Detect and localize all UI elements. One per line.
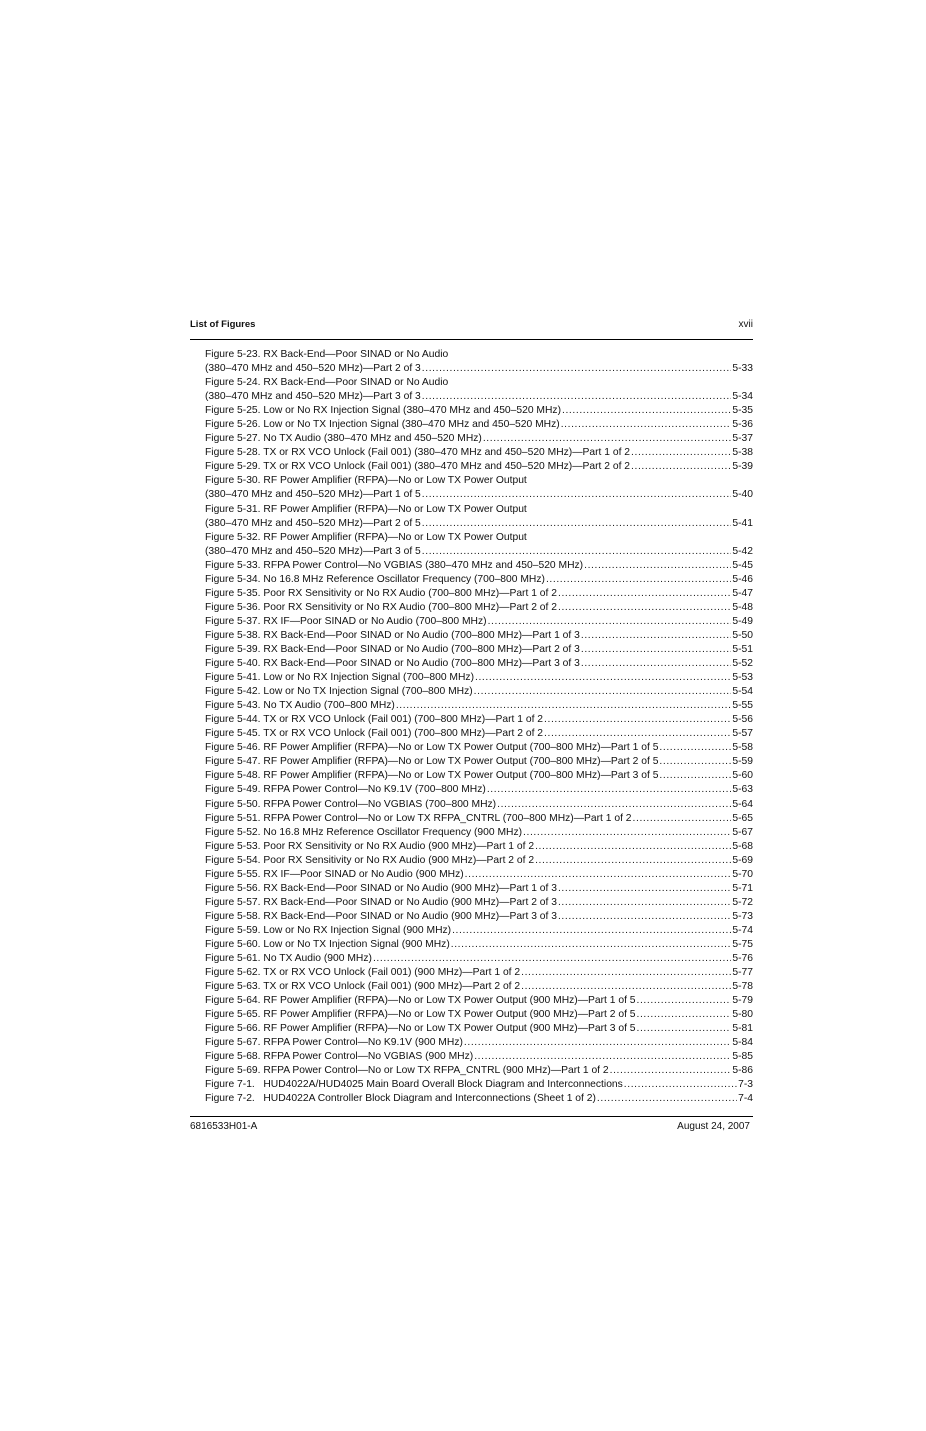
figure-entry-line (205, 446, 753, 460)
figure-entry[interactable] (205, 531, 753, 559)
figure-entry-line (205, 418, 753, 432)
figure-entry-text: Figure 5-60. Low or No TX Injection Signal (900 MHz) (205, 938, 450, 950)
dot-leader (633, 812, 732, 826)
dot-leader (422, 362, 732, 376)
figure-entry-line (205, 882, 753, 896)
figure-page-number: 5-53 (732, 672, 753, 684)
dot-leader (521, 966, 731, 980)
figure-page-number: 5-76 (732, 953, 753, 965)
figure-entry-text: Figure 5-35. Poor RX Sensitivity or No RX Audio (700–800 MHz)—Part 1 of 2 (205, 587, 557, 599)
figure-entry-text: Figure 5-33. RFPA Power Control—No VGBIAS (380–470 MHz and 450–520 MHz) (205, 559, 584, 571)
dot-leader (558, 896, 731, 910)
page-number: xvii (738, 319, 753, 330)
figure-entry-line (205, 559, 753, 573)
dot-leader (558, 601, 731, 615)
figure-entry-line (205, 390, 753, 404)
figure-entry-line (205, 488, 753, 502)
figure-entry[interactable] (205, 741, 753, 755)
figure-entry-text: Figure 5-54. Poor RX Sensitivity or No RX Audio (900 MHz)—Part 2 of 2 (205, 854, 535, 866)
figure-entry[interactable] (205, 910, 753, 924)
figure-entry-line (205, 896, 753, 910)
figure-entry-line (205, 826, 753, 840)
figure-entry[interactable] (205, 432, 753, 446)
dot-leader (521, 980, 731, 994)
figure-entry-line (205, 868, 753, 882)
figure-page-number: 5-70 (732, 868, 753, 880)
figure-entry-text: Figure 5-62. TX or RX VCO Unlock (Fail 001) (900 MHz)—Part 1 of 2 (205, 967, 521, 979)
dot-leader (581, 643, 732, 657)
dot-leader (474, 1050, 731, 1064)
figure-page-number: 7-3 (738, 1079, 753, 1091)
figure-entry-line (205, 812, 753, 826)
dot-leader (464, 1036, 731, 1050)
figure-entry[interactable] (205, 994, 753, 1008)
footer-rule (190, 1116, 753, 1117)
figure-entry[interactable] (205, 840, 753, 854)
figure-entry-line (205, 938, 753, 952)
figure-entry[interactable] (205, 573, 753, 587)
figure-entry-line (205, 783, 753, 797)
figure-entry[interactable] (205, 1022, 753, 1036)
figure-entry-text: Figure 5-25. Low or No RX Injection Signal (380–470 MHz and 450–520 MHz) (205, 405, 562, 417)
figure-entry[interactable] (205, 615, 753, 629)
figure-entry[interactable] (205, 924, 753, 938)
figure-entry-title: Figure 5-31. RF Power Amplifier (RFPA)—No or Low TX Power Output (205, 503, 527, 515)
dot-leader (373, 952, 731, 966)
figure-page-number: 5-36 (732, 419, 753, 431)
figure-entry-line (205, 615, 753, 629)
figure-entry[interactable] (205, 798, 753, 812)
figure-entry-line (205, 966, 753, 980)
figure-entry[interactable] (205, 460, 753, 474)
figure-page-number: 5-34 (732, 391, 753, 403)
dot-leader (487, 783, 732, 797)
figure-page-number: 5-33 (732, 363, 753, 375)
figure-entry-line (205, 840, 753, 854)
figure-entry[interactable] (205, 1008, 753, 1022)
dot-leader (544, 713, 731, 727)
figure-page-number: 5-73 (732, 910, 753, 922)
figure-page-number: 5-84 (732, 1037, 753, 1049)
figure-page-number: 5-59 (732, 756, 753, 768)
figure-entry[interactable] (205, 474, 753, 502)
figure-entry[interactable] (205, 629, 753, 643)
figure-page-number: 5-69 (732, 854, 753, 866)
dot-leader (637, 994, 732, 1008)
figure-entry[interactable] (205, 348, 753, 376)
figure-entry-line (205, 573, 753, 587)
figure-entry[interactable] (205, 727, 753, 741)
figure-entry-text: Figure 7-2. HUD4022A Controller Block Diagram and Interconnections (Sheet 1 of 2) (205, 1093, 596, 1105)
figure-entry-title: Figure 5-23. RX Back-End—Poor SINAD or No Audio (205, 349, 449, 360)
dot-leader (475, 671, 731, 685)
figure-page-number: 5-49 (732, 615, 753, 627)
figure-entry-line (205, 699, 753, 713)
figure-entry[interactable] (205, 1092, 753, 1106)
figure-entry[interactable] (205, 755, 753, 769)
figure-page-number: 5-72 (732, 896, 753, 908)
figure-entry[interactable] (205, 446, 753, 460)
figure-page-number: 5-85 (732, 1051, 753, 1063)
figure-entry[interactable] (205, 643, 753, 657)
figure-entry[interactable] (205, 826, 753, 840)
figure-entry-line (205, 1078, 753, 1092)
figure-entry[interactable] (205, 882, 753, 896)
figure-entry-text: (380–470 MHz and 450–520 MHz)—Part 1 of 5 (205, 489, 421, 501)
dot-leader (561, 418, 732, 432)
figure-entry-text: Figure 5-55. RX IF—Poor SINAD or No Audio (900 MHz) (205, 868, 464, 880)
dot-leader (597, 1092, 737, 1106)
figure-entry-text: Figure 5-56. RX Back-End—Poor SINAD or No Audio (900 MHz)—Part 1 of 3 (205, 882, 557, 894)
figure-entry-title: Figure 5-30. RF Power Amplifier (RFPA)—No or Low TX Power Output (205, 475, 527, 487)
dot-leader (474, 685, 732, 699)
figure-page-number: 5-65 (732, 812, 753, 824)
figure-entry[interactable] (205, 896, 753, 910)
dot-leader (546, 573, 731, 587)
figure-entry-text: Figure 5-57. RX Back-End—Poor SINAD or No Audio (900 MHz)—Part 2 of 3 (205, 896, 557, 908)
figure-page-number: 5-41 (732, 517, 753, 529)
figure-page-number: 5-54 (732, 686, 753, 698)
figure-entry-text: Figure 5-26. Low or No TX Injection Signal (380–470 MHz and 450–520 MHz) (205, 419, 560, 431)
figure-entry-text: Figure 5-27. No TX Audio (380–470 MHz and 450–520 MHz) (205, 433, 482, 445)
figure-entry-title: Figure 5-32. RF Power Amplifier (RFPA)—No or Low TX Power Output (205, 531, 527, 543)
figure-page-number: 5-77 (732, 967, 753, 979)
figure-entry[interactable] (205, 868, 753, 882)
figure-entry-line (205, 713, 753, 727)
dot-leader (631, 446, 731, 460)
figure-entry-text: Figure 5-36. Poor RX Sensitivity or No RX Audio (700–800 MHz)—Part 2 of 2 (205, 601, 557, 613)
dot-leader (523, 826, 731, 840)
figure-page-number: 5-39 (732, 461, 753, 473)
figure-entry-text: (380–470 MHz and 450–520 MHz)—Part 2 of 3 (205, 363, 421, 375)
figure-page-number: 5-57 (732, 728, 753, 740)
dot-leader (422, 390, 732, 404)
figure-entry-line (205, 741, 753, 755)
figure-entry-line (205, 727, 753, 741)
figure-page-number: 5-55 (732, 700, 753, 712)
figure-page-number: 5-86 (732, 1065, 753, 1077)
dot-leader (422, 545, 732, 559)
dot-leader (535, 840, 731, 854)
dot-leader (584, 559, 731, 573)
figure-page-number: 5-80 (732, 1009, 753, 1021)
dot-leader (558, 910, 731, 924)
dot-leader (637, 1022, 732, 1036)
figure-entry-text: Figure 7-1. HUD4022A/HUD4025 Main Board Overall Block Diagram and Interconnections (205, 1079, 623, 1091)
figure-page-number: 5-75 (732, 938, 753, 950)
figure-entry[interactable] (205, 769, 753, 783)
figure-page-number: 5-42 (732, 545, 753, 557)
figure-entry[interactable] (205, 812, 753, 826)
figure-entry[interactable] (205, 601, 753, 615)
figure-entry-line (205, 952, 753, 966)
figure-page-number: 5-48 (732, 601, 753, 613)
figure-entry-text: Figure 5-41. Low or No RX Injection Signal (700–800 MHz) (205, 672, 474, 684)
figure-entry-text: (380–470 MHz and 450–520 MHz)—Part 2 of 5 (205, 517, 421, 529)
figure-entry-line (205, 1050, 753, 1064)
dot-leader (535, 854, 731, 868)
figure-entry[interactable] (205, 854, 753, 868)
figure-page-number: 5-81 (732, 1023, 753, 1035)
figure-entry[interactable] (205, 938, 753, 952)
figure-entry-text: Figure 5-59. Low or No RX Injection Signal (900 MHz) (205, 924, 452, 936)
dot-leader (558, 882, 731, 896)
figure-page-number: 5-74 (732, 924, 753, 936)
dot-leader (562, 404, 731, 418)
figure-entry-line (205, 587, 753, 601)
dot-leader (483, 432, 732, 446)
dot-leader (624, 1078, 737, 1092)
figure-entry-text: Figure 5-47. RF Power Amplifier (RFPA)—No or Low TX Power Output (700–800 MHz)—Part 2 of 5 (205, 756, 659, 768)
figure-entry-text: Figure 5-39. RX Back-End—Poor SINAD or No Audio (700–800 MHz)—Part 2 of 3 (205, 643, 580, 655)
figure-entry[interactable] (205, 671, 753, 685)
figure-page-number: 5-78 (732, 981, 753, 993)
figure-entry-line (205, 1036, 753, 1050)
figure-entry-text: Figure 5-50. RFPA Power Control—No VGBIAS (700–800 MHz) (205, 798, 497, 810)
figure-entry-text: Figure 5-61. No TX Audio (900 MHz) (205, 953, 372, 965)
figure-entry-line (205, 1022, 753, 1036)
figure-page-number: 5-56 (732, 714, 753, 726)
figure-entry-line (205, 404, 753, 418)
figure-entry[interactable] (205, 1036, 753, 1050)
figure-entry-line (205, 798, 753, 812)
figure-page-number: 5-47 (732, 587, 753, 599)
figure-entry-line (205, 601, 753, 615)
figure-entry-text: Figure 5-69. RFPA Power Control—No or Low TX RFPA_CNTRL (900 MHz)—Part 1 of 2 (205, 1065, 609, 1077)
figure-entry-line (205, 362, 753, 376)
figure-entry[interactable] (205, 559, 753, 573)
figure-entry-text: Figure 5-28. TX or RX VCO Unlock (Fail 001) (380–470 MHz and 450–520 MHz)—Part 1 of 2 (205, 447, 631, 459)
figure-page-number: 5-60 (732, 770, 753, 782)
figure-entry-line (205, 685, 753, 699)
figure-entry-text: Figure 5-66. RF Power Amplifier (RFPA)—No or Low TX Power Output (900 MHz)—Part 3 of 5 (205, 1023, 636, 1035)
figure-page-number: 5-68 (732, 840, 753, 852)
dot-leader (610, 1064, 732, 1078)
figure-entry-line (205, 517, 753, 531)
figure-entry-text: Figure 5-46. RF Power Amplifier (RFPA)—No or Low TX Power Output (700–800 MHz)—Part 1 of 5 (205, 742, 659, 754)
figure-entry-text: Figure 5-52. No 16.8 MHz Reference Oscillator Frequency (900 MHz) (205, 826, 523, 838)
figure-entry-text: Figure 5-38. RX Back-End—Poor SINAD or No Audio (700–800 MHz)—Part 1 of 3 (205, 629, 580, 641)
page-header (190, 319, 753, 334)
figure-page-number: 5-63 (732, 784, 753, 796)
dot-leader (631, 460, 731, 474)
figure-entry-line (205, 657, 753, 671)
figure-page-number: 5-37 (732, 433, 753, 445)
figure-entry[interactable] (205, 980, 753, 994)
dot-leader (659, 769, 731, 783)
dot-leader (581, 629, 732, 643)
figure-list (205, 348, 753, 1107)
figure-entry[interactable] (205, 966, 753, 980)
figure-page-number: 5-64 (732, 798, 753, 810)
dot-leader (637, 1008, 732, 1022)
figure-entry-line (205, 671, 753, 685)
dot-leader (451, 938, 732, 952)
figure-entry-line (205, 980, 753, 994)
figure-entry-text: Figure 5-44. TX or RX VCO Unlock (Fail 001) (700–800 MHz)—Part 1 of 2 (205, 714, 544, 726)
figure-page-number: 5-38 (732, 447, 753, 459)
figure-entry-text: Figure 5-34. No 16.8 MHz Reference Oscillator Frequency (700–800 MHz) (205, 573, 545, 585)
figure-page-number: 5-79 (732, 995, 753, 1007)
figure-entry-text: Figure 5-29. TX or RX VCO Unlock (Fail 001) (380–470 MHz and 450–520 MHz)—Part 2 of 2 (205, 461, 631, 473)
dot-leader (465, 868, 732, 882)
figure-entry-line (205, 1008, 753, 1022)
figure-entry-text: Figure 5-45. TX or RX VCO Unlock (Fail 001) (700–800 MHz)—Part 2 of 2 (205, 728, 544, 740)
figure-entry-line (205, 1064, 753, 1078)
figure-page-number: 5-40 (732, 489, 753, 501)
figure-entry[interactable] (205, 685, 753, 699)
figure-entry-text: Figure 5-48. RF Power Amplifier (RFPA)—No or Low TX Power Output (700–800 MHz)—Part 3 of 5 (205, 770, 659, 782)
figure-entry-text: Figure 5-51. RFPA Power Control—No or Low TX RFPA_CNTRL (700–800 MHz)—Part 1 of 2 (205, 812, 632, 824)
figure-entry-line (205, 1092, 753, 1106)
figure-entry[interactable] (205, 713, 753, 727)
figure-entry-line (205, 643, 753, 657)
figure-entry[interactable] (205, 503, 753, 531)
figure-entry[interactable] (205, 587, 753, 601)
document-number: 6816533H01-A (190, 1121, 258, 1132)
figure-page-number: 5-50 (732, 629, 753, 641)
figure-entry-text: Figure 5-63. TX or RX VCO Unlock (Fail 001) (900 MHz)—Part 2 of 2 (205, 981, 521, 993)
figure-page-number: 5-67 (732, 826, 753, 838)
figure-entry-line (205, 432, 753, 446)
figure-entry-text: Figure 5-42. Low or No TX Injection Signal (700–800 MHz) (205, 686, 473, 698)
figure-page-number: 5-46 (732, 573, 753, 585)
figure-entry[interactable] (205, 952, 753, 966)
dot-leader (581, 657, 732, 671)
figure-entry-text: Figure 5-40. RX Back-End—Poor SINAD or No Audio (700–800 MHz)—Part 3 of 3 (205, 658, 580, 670)
figure-entry-text: Figure 5-68. RFPA Power Control—No VGBIAS (900 MHz) (205, 1051, 474, 1063)
figure-entry-text: Figure 5-49. RFPA Power Control—No K9.1V (700–800 MHz) (205, 784, 486, 796)
figure-entry-text: (380–470 MHz and 450–520 MHz)—Part 3 of 5 (205, 545, 421, 557)
dot-leader (659, 755, 731, 769)
figure-entry-text: Figure 5-58. RX Back-End—Poor SINAD or No Audio (900 MHz)—Part 3 of 3 (205, 910, 557, 922)
dot-leader (497, 798, 731, 812)
publication-date: August 24, 2007 (677, 1121, 750, 1132)
figure-page-number: 7-4 (738, 1093, 753, 1105)
figure-entry-line (205, 994, 753, 1008)
dot-leader (452, 924, 731, 938)
figure-entry[interactable] (205, 376, 753, 404)
page-footer (190, 1121, 753, 1135)
dot-leader (558, 587, 731, 601)
figure-entry[interactable] (205, 1078, 753, 1092)
figure-entry-text: Figure 5-65. RF Power Amplifier (RFPA)—No or Low TX Power Output (900 MHz)—Part 2 of 5 (205, 1009, 636, 1021)
header-rule (190, 339, 753, 340)
figure-entry-text: (380–470 MHz and 450–520 MHz)—Part 3 of 3 (205, 391, 421, 403)
figure-entry-line (205, 769, 753, 783)
figure-entry[interactable] (205, 1050, 753, 1064)
figure-entry-line (205, 629, 753, 643)
figure-entry-text: Figure 5-67. RFPA Power Control—No K9.1V (900 MHz) (205, 1037, 463, 1049)
figure-entry[interactable] (205, 657, 753, 671)
figure-entry-title: Figure 5-24. RX Back-End—Poor SINAD or No Audio (205, 377, 449, 389)
figure-page-number: 5-71 (732, 882, 753, 894)
figure-entry[interactable] (205, 404, 753, 418)
figure-page-number: 5-35 (732, 405, 753, 417)
figure-entry-line (205, 460, 753, 474)
figure-entry-line (205, 755, 753, 769)
section-title: List of Figures (190, 319, 256, 330)
dot-leader (488, 615, 732, 629)
figure-entry-text: Figure 5-53. Poor RX Sensitivity or No RX Audio (900 MHz)—Part 1 of 2 (205, 840, 535, 852)
figure-entry-text: Figure 5-64. RF Power Amplifier (RFPA)—No or Low TX Power Output (900 MHz)—Part 1 of 5 (205, 995, 636, 1007)
figure-entry-text: Figure 5-37. RX IF—Poor SINAD or No Audio (700–800 MHz) (205, 615, 487, 627)
figure-entry[interactable] (205, 1064, 753, 1078)
figure-entry[interactable] (205, 783, 753, 797)
dot-leader (396, 699, 732, 713)
figure-entry[interactable] (205, 418, 753, 432)
figure-page-number: 5-58 (732, 742, 753, 754)
dot-leader (422, 488, 732, 502)
figure-page-number: 5-45 (732, 559, 753, 571)
figure-entry-line (205, 910, 753, 924)
figure-page-number: 5-51 (732, 643, 753, 655)
figure-entry-line (205, 854, 753, 868)
figure-entry-text: Figure 5-43. No TX Audio (700–800 MHz) (205, 700, 395, 712)
figure-page-number: 5-52 (732, 658, 753, 670)
dot-leader (422, 517, 732, 531)
figure-entry-line (205, 545, 753, 559)
figure-entry-line (205, 924, 753, 938)
dot-leader (544, 727, 731, 741)
dot-leader (659, 741, 731, 755)
figure-entry[interactable] (205, 699, 753, 713)
